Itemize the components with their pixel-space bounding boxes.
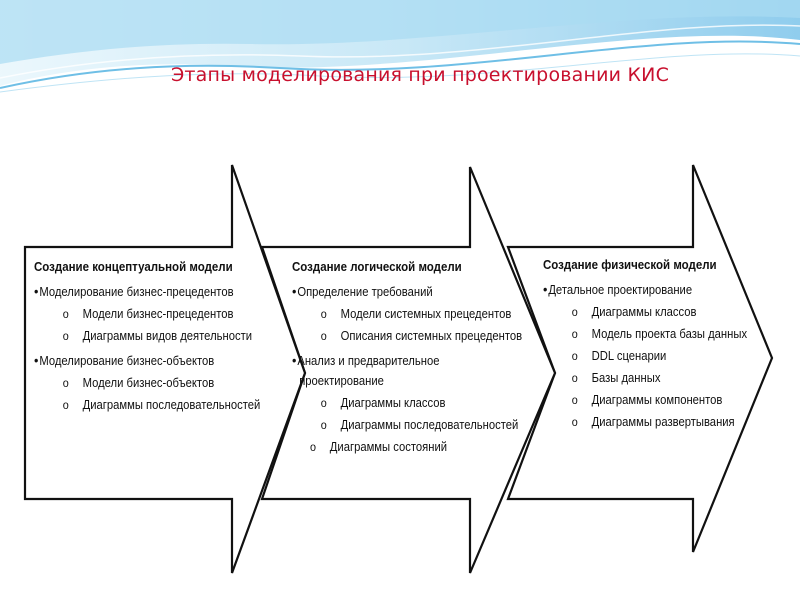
stage-subitem	[292, 307, 526, 321]
stage-item-text: проектирование	[299, 374, 384, 388]
circle-bullet-icon: o	[320, 396, 327, 410]
stage-subitem	[34, 307, 259, 321]
stage-item	[292, 352, 526, 368]
stage-subitem-text: Диаграммы развертывания	[591, 415, 735, 429]
stage-header: Создание физической модели	[543, 258, 717, 272]
stage-item	[292, 374, 526, 388]
stage-header: Создание концептуальной модели	[34, 260, 233, 274]
circle-bullet-icon: o	[571, 371, 578, 385]
stage-subitem	[34, 376, 259, 390]
circle-bullet-icon: o	[62, 398, 69, 412]
stage-header: Создание логической модели	[292, 260, 462, 274]
stage-subitem	[292, 329, 526, 343]
stage-physical-model	[543, 258, 773, 429]
stage-subitem	[543, 415, 750, 429]
stage-item-text: Определение требований	[297, 285, 433, 299]
circle-bullet-icon: o	[571, 415, 578, 429]
stage-subitem-text: Диаграммы классов	[591, 305, 697, 319]
stage-subitem-text: Модели системных прецедентов	[340, 307, 512, 321]
stage-subitem	[292, 396, 526, 410]
stage-subitem	[292, 440, 526, 454]
circle-bullet-icon: o	[571, 349, 578, 363]
circle-bullet-icon: o	[571, 393, 578, 407]
stage-item-text: Моделирование бизнес-прецедентов	[39, 285, 234, 299]
stage-subitem	[292, 418, 526, 432]
stage-subitem-text: Базы данных	[591, 371, 661, 385]
stage-subitem	[543, 393, 750, 407]
circle-bullet-icon: o	[320, 307, 327, 321]
stage-subitem	[543, 327, 750, 341]
stage-subitem	[543, 371, 750, 385]
circle-bullet-icon: o	[571, 327, 578, 341]
circle-bullet-icon: o	[320, 329, 327, 343]
stage-subitem-text: Модель проекта базы данных	[591, 327, 748, 341]
stage-subitem-text: Описания системных прецедентов	[340, 329, 523, 343]
stage-item	[34, 352, 259, 368]
stage-item	[543, 281, 750, 297]
stage-conceptual-model	[34, 260, 284, 412]
stage-subitem-text: DDL сценарии	[591, 349, 667, 363]
stage-subitem-text: Диаграммы последовательностей	[340, 418, 519, 432]
stage-item	[292, 283, 526, 299]
circle-bullet-icon: o	[62, 376, 69, 390]
stage-subitem	[34, 398, 259, 412]
circle-bullet-icon: o	[571, 305, 578, 319]
stage-subitem-text: Диаграммы видов деятельности	[82, 329, 253, 343]
stage-subitem	[543, 305, 750, 319]
circle-bullet-icon: o	[310, 440, 317, 454]
slide-title: Этапы моделирования при проектировании КИС	[170, 64, 670, 86]
modeling-stages-diagram	[10, 155, 795, 585]
stage-subitem-text: Диаграммы классов	[340, 396, 446, 410]
stage-subitem-text: Модели бизнес-прецедентов	[82, 307, 234, 321]
circle-bullet-icon: o	[62, 307, 69, 321]
stage-subitem-text: Диаграммы компонентов	[591, 393, 723, 407]
stage-item-text: Детальное проектирование	[548, 283, 693, 297]
stage-subitem	[34, 329, 259, 343]
stage-item-text: Анализ и предварительное	[297, 354, 440, 368]
stage-subitem	[543, 349, 750, 363]
stage-item-text: Моделирование бизнес-объектов	[39, 354, 215, 368]
stage-subitem-text: Диаграммы последовательностей	[82, 398, 261, 412]
stage-subitem-text: Диаграммы состояний	[329, 440, 448, 454]
circle-bullet-icon: o	[320, 418, 327, 432]
stage-logical-model	[292, 260, 552, 454]
circle-bullet-icon: o	[62, 329, 69, 343]
stage-subitem-text: Модели бизнес-объектов	[82, 376, 215, 390]
stage-item	[34, 283, 259, 299]
